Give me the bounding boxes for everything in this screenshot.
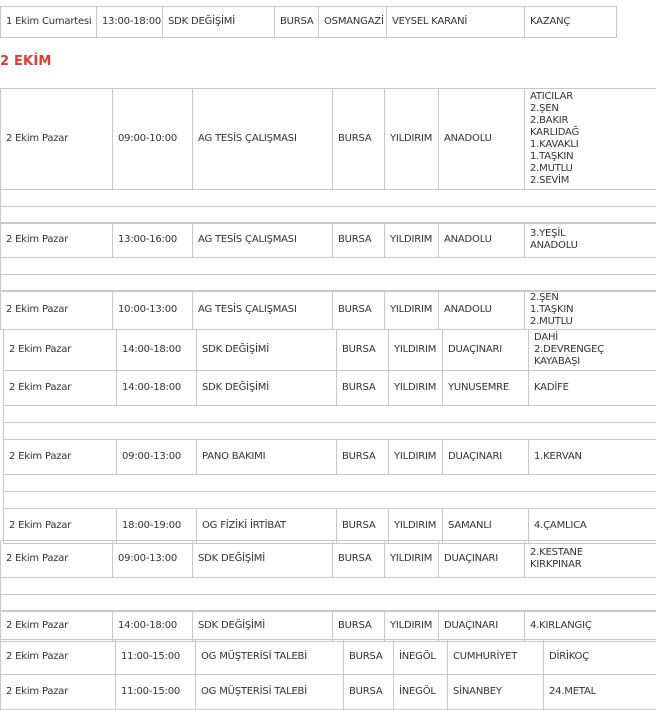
time-cell: 13:00-16:00 (113, 223, 193, 258)
date-cell: 1 Ekim Cumartesi (1, 7, 97, 38)
table-row-empty (4, 406, 656, 423)
streets-cell: 2.KESTANE KIRKPINAR (525, 541, 656, 578)
table-row-empty (4, 475, 656, 492)
province-cell: BURSA (333, 89, 385, 190)
table-block (3, 329, 656, 544)
district-cell: YILDIRIM (389, 440, 443, 475)
district-cell: İNEGÖL (394, 675, 448, 710)
table-block (0, 290, 656, 330)
work-type-cell: SDK DEĞİŞİMİ (193, 541, 333, 578)
work-type-cell: OG MÜŞTERİSİ TALEBİ (196, 640, 344, 675)
district-cell: YILDIRIM (389, 509, 443, 544)
neighborhood-cell: CUMHURİYET (448, 640, 544, 675)
empty-cell (4, 492, 656, 509)
district-cell: YILDIRIM (385, 291, 439, 330)
district-cell: YILDIRIM (389, 330, 443, 371)
streets-cell: 3.YEŞİL ANADOLU (525, 223, 656, 258)
neighborhood-cell: SAMANLI (443, 509, 529, 544)
date-cell: 2 Ekim Pazar (1, 675, 116, 710)
table-row (1, 291, 656, 330)
streets-cell: 2.ŞEN 1.TAŞKIN 2.MUTLU (525, 291, 656, 330)
province-cell: BURSA (337, 509, 389, 544)
empty-cell (1, 595, 656, 612)
table-row-empty (1, 190, 656, 207)
time-cell: 10:00-13:00 (113, 291, 193, 330)
neighborhood-cell: ANADOLU (439, 291, 525, 330)
date-cell: 2 Ekim Pazar (4, 330, 117, 371)
neighborhood-cell: DUAÇINARI (443, 330, 529, 371)
table-block (0, 610, 656, 642)
province-cell: BURSA (333, 611, 385, 642)
neighborhood-cell: ANADOLU (439, 89, 525, 190)
date-cell: 2 Ekim Pazar (1, 89, 113, 190)
time-cell: 09:00-13:00 (113, 541, 193, 578)
neighborhood-cell: YUNUSEMRE (443, 371, 529, 406)
table-row-empty (4, 492, 656, 509)
district-cell: İNEGÖL (394, 640, 448, 675)
section-title: 2 EKİM (0, 54, 52, 69)
table-row-empty (1, 207, 656, 224)
empty-cell (4, 406, 656, 423)
table-row (4, 330, 656, 371)
table-row-empty (4, 423, 656, 440)
neighborhood-cell: ANADOLU (439, 223, 525, 258)
empty-cell (1, 190, 656, 207)
date-cell: 2 Ekim Pazar (4, 509, 117, 544)
date-cell: 2 Ekim Pazar (4, 371, 117, 406)
neighborhood-cell: DUAÇINARI (439, 541, 525, 578)
neighborhood-cell: VEYSEL KARANİ (387, 7, 525, 38)
table-1-ekim (0, 6, 617, 38)
work-type-cell: OG MÜŞTERİSİ TALEBİ (196, 675, 344, 710)
table-row (1, 675, 656, 710)
streets-cell: 24.METAL (544, 675, 656, 710)
work-type-cell: SDK DEĞİŞİMİ (163, 7, 275, 38)
table-block (0, 222, 656, 292)
streets-cell: KAZANÇ (525, 7, 617, 38)
time-cell: 09:00-10:00 (113, 89, 193, 190)
province-cell: BURSA (344, 640, 394, 675)
streets-cell: 4.KIRLANGIÇ (525, 611, 656, 642)
province-cell: BURSA (337, 371, 389, 406)
work-type-cell: PANO BAKIMI (197, 440, 337, 475)
streets-cell: DAHİ 2.DEVRENGEÇ KAYABAŞI (529, 330, 656, 371)
neighborhood-cell: SİNANBEY (448, 675, 544, 710)
province-cell: BURSA (333, 541, 385, 578)
table-block (0, 88, 656, 224)
table-row (1, 611, 656, 642)
work-type-cell: AG TESİS ÇALIŞMASI (193, 291, 333, 330)
date-cell: 2 Ekim Pazar (1, 541, 113, 578)
district-cell: YILDIRIM (385, 541, 439, 578)
streets-cell: DİRİKOÇ (544, 640, 656, 675)
streets-cell: 1.KERVAN (529, 440, 656, 475)
time-cell: 18:00-19:00 (117, 509, 197, 544)
table-row (1, 223, 656, 258)
empty-cell (4, 423, 656, 440)
table-row (1, 89, 656, 190)
empty-cell (4, 475, 656, 492)
streets-cell: ATICILAR 2.ŞEN 2.BAKIR KARLIDAĞ 1.KAVAKLI 1.TAŞKIN 2.MUTLU 2.SEVİM (525, 89, 656, 190)
table-row (1, 7, 617, 38)
time-cell: 11:00-15:00 (116, 675, 196, 710)
table-row-empty (1, 578, 656, 595)
province-cell: BURSA (337, 440, 389, 475)
date-cell: 2 Ekim Pazar (1, 611, 113, 642)
work-type-cell: SDK DEĞİŞİMİ (197, 330, 337, 371)
empty-cell (1, 275, 656, 292)
table-row (4, 440, 656, 475)
time-cell: 13:00-18:00 (97, 7, 163, 38)
province-cell: BURSA (333, 223, 385, 258)
district-cell: OSMANGAZİ (319, 7, 387, 38)
work-type-cell: AG TESİS ÇALIŞMASI (193, 89, 333, 190)
work-type-cell: SDK DEĞİŞİMİ (193, 611, 333, 642)
table-row-empty (1, 275, 656, 292)
province-cell: BURSA (333, 291, 385, 330)
table-block (0, 639, 656, 710)
province-cell: BURSA (275, 7, 319, 38)
work-type-cell: OG FİZİKİ İRTİBAT (197, 509, 337, 544)
table-row (1, 640, 656, 675)
time-cell: 11:00-15:00 (116, 640, 196, 675)
neighborhood-cell: DUAÇINARI (443, 440, 529, 475)
district-cell: YILDIRIM (385, 611, 439, 642)
empty-cell (1, 258, 656, 275)
neighborhood-cell: DUAÇINARI (439, 611, 525, 642)
table-row (1, 541, 656, 578)
table-row-empty (1, 258, 656, 275)
time-cell: 14:00-18:00 (117, 371, 197, 406)
district-cell: YILDIRIM (385, 223, 439, 258)
table-row (4, 371, 656, 406)
streets-cell: KADİFE (529, 371, 656, 406)
empty-cell (1, 578, 656, 595)
table-row-empty (1, 595, 656, 612)
district-cell: YILDIRIM (389, 371, 443, 406)
table-block (0, 540, 656, 612)
date-cell: 2 Ekim Pazar (1, 291, 113, 330)
date-cell: 2 Ekim Pazar (1, 640, 116, 675)
time-cell: 14:00-18:00 (117, 330, 197, 371)
work-type-cell: SDK DEĞİŞİMİ (197, 371, 337, 406)
province-cell: BURSA (337, 330, 389, 371)
empty-cell (1, 207, 656, 224)
work-type-cell: AG TESİS ÇALIŞMASI (193, 223, 333, 258)
province-cell: BURSA (344, 675, 394, 710)
time-cell: 09:00-13:00 (117, 440, 197, 475)
table-row (4, 509, 656, 544)
streets-cell: 4.ÇAMLICA (529, 509, 656, 544)
district-cell: YILDIRIM (385, 89, 439, 190)
date-cell: 2 Ekim Pazar (4, 440, 117, 475)
time-cell: 14:00-18:00 (113, 611, 193, 642)
date-cell: 2 Ekim Pazar (1, 223, 113, 258)
